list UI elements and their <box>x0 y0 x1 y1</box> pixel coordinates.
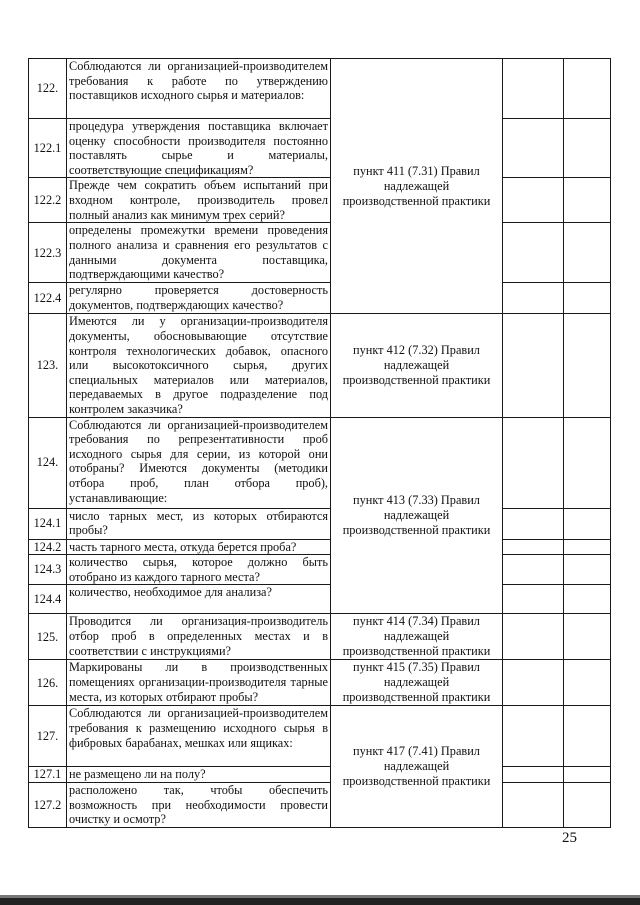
empty-cell <box>564 767 611 783</box>
empty-cell <box>503 614 564 660</box>
empty-cell <box>503 508 564 539</box>
legal-reference: пункт 417 (7.41) Правил надлежащей производственной практики <box>331 706 503 828</box>
empty-cell <box>503 119 564 178</box>
table-row <box>29 706 611 767</box>
empty-cell <box>503 223 564 283</box>
table-row <box>29 283 611 314</box>
table-row <box>29 59 611 119</box>
empty-cell <box>564 782 611 827</box>
item-question: Соблюдаются ли организацией-производителем требования к работе по утверждению поставщиков исходного сырья и материалов: <box>67 59 331 119</box>
legal-reference: пункт 413 (7.33) Правил надлежащей производственной практики <box>331 417 503 614</box>
empty-cell <box>503 314 564 417</box>
item-question: часть тарного места, откуда берется проба? <box>67 539 331 555</box>
table-row <box>29 614 611 660</box>
empty-cell <box>503 767 564 783</box>
table-row <box>29 782 611 827</box>
item-question: количество сырья, которое должно быть отобрано из каждого тарного места? <box>67 555 331 585</box>
item-question: Соблюдаются ли организацией-производителем требования к размещению исходного сырья в фибровых барабанах, мешках или ящиках: <box>67 706 331 767</box>
item-number: 122.2 <box>29 178 67 223</box>
empty-cell <box>564 660 611 706</box>
item-question: Соблюдаются ли организацией-производителем требования по репрезентативности проб исходного сырья для серии, из которой они отобраны? Имеются документы (методики отбора проб, план отбора проб), устанавливающие: <box>67 417 331 508</box>
item-question: Маркированы ли в производственных помещениях организации-производителя тарные места, из которых отбирают пробы? <box>67 660 331 706</box>
page-number: 25 <box>562 830 577 846</box>
empty-cell <box>503 660 564 706</box>
empty-cell <box>503 59 564 119</box>
empty-cell <box>503 585 564 614</box>
item-number: 125. <box>29 614 67 660</box>
item-number: 122.3 <box>29 223 67 283</box>
table-row <box>29 585 611 614</box>
item-number: 124. <box>29 417 67 508</box>
empty-cell <box>503 782 564 827</box>
table-row <box>29 314 611 417</box>
item-number: 127. <box>29 706 67 767</box>
item-question: не размещено ли на полу? <box>67 767 331 783</box>
item-number: 124.3 <box>29 555 67 585</box>
empty-cell <box>564 283 611 314</box>
item-number: 124.2 <box>29 539 67 555</box>
table-row <box>29 417 611 508</box>
empty-cell <box>564 223 611 283</box>
empty-cell <box>564 585 611 614</box>
table-row <box>29 539 611 555</box>
empty-cell <box>564 59 611 119</box>
item-number: 122.1 <box>29 119 67 178</box>
table-row <box>29 660 611 706</box>
item-number: 124.1 <box>29 508 67 539</box>
item-question: расположено так, чтобы обеспечить возможность при необходимости провести очистку и осмотр? <box>67 782 331 827</box>
empty-cell <box>564 539 611 555</box>
item-number: 127.2 <box>29 782 67 827</box>
empty-cell <box>503 555 564 585</box>
empty-cell <box>503 706 564 767</box>
empty-cell <box>564 614 611 660</box>
empty-cell <box>564 417 611 508</box>
item-question: количество, необходимое для анализа? <box>67 585 331 614</box>
empty-cell <box>564 508 611 539</box>
checklist-table <box>28 58 611 828</box>
empty-cell <box>564 178 611 223</box>
item-question: Прежде чем сократить объем испытаний при входном контроле, производитель провел полный анализ как минимум трех серий? <box>67 178 331 223</box>
table-row <box>29 119 611 178</box>
item-question: число тарных мест, из которых отбираются пробы? <box>67 508 331 539</box>
empty-cell <box>503 283 564 314</box>
item-number: 127.1 <box>29 767 67 783</box>
legal-reference: пункт 412 (7.32) Правил надлежащей производственной практики <box>331 314 503 417</box>
item-question: Проводится ли организация-производитель отбор проб в определенных местах и в соответствии с инструкциями? <box>67 614 331 660</box>
table-row <box>29 767 611 783</box>
item-question: определены промежутки времени проведения полного анализа и сравнения его результатов с данными документа поставщика, подтверждающими качество? <box>67 223 331 283</box>
item-number: 123. <box>29 314 67 417</box>
legal-reference: пункт 415 (7.35) Правил надлежащей производственной практики <box>331 660 503 706</box>
table-row <box>29 178 611 223</box>
table-row <box>29 223 611 283</box>
empty-cell <box>564 706 611 767</box>
empty-cell <box>503 178 564 223</box>
table-row <box>29 555 611 585</box>
table-row <box>29 508 611 539</box>
empty-cell <box>564 555 611 585</box>
item-number: 124.4 <box>29 585 67 614</box>
item-number: 126. <box>29 660 67 706</box>
item-question: процедура утверждения поставщика включает оценку способности производителя постоянно поставлять сырье и материалы, соответствующие спецификациям? <box>67 119 331 178</box>
item-number: 122.4 <box>29 283 67 314</box>
legal-reference: пункт 411 (7.31) Правил надлежащей производственной практики <box>331 59 503 314</box>
item-question: Имеются ли у организации-производителя документы, обосновывающие отсутствие контроля технологических добавок, опасного или высокотоксичного сырья, других специальных материалов или материалов, передаваемых в другое подразделение под контролем заказчика? <box>67 314 331 417</box>
scan-edge <box>0 898 640 905</box>
item-number: 122. <box>29 59 67 119</box>
empty-cell <box>564 314 611 417</box>
empty-cell <box>564 119 611 178</box>
empty-cell <box>503 417 564 508</box>
empty-cell <box>503 539 564 555</box>
item-question: регулярно проверяется достоверность документов, подтверждающих качество? <box>67 283 331 314</box>
legal-reference: пункт 414 (7.34) Правил надлежащей производственной практики <box>331 614 503 660</box>
